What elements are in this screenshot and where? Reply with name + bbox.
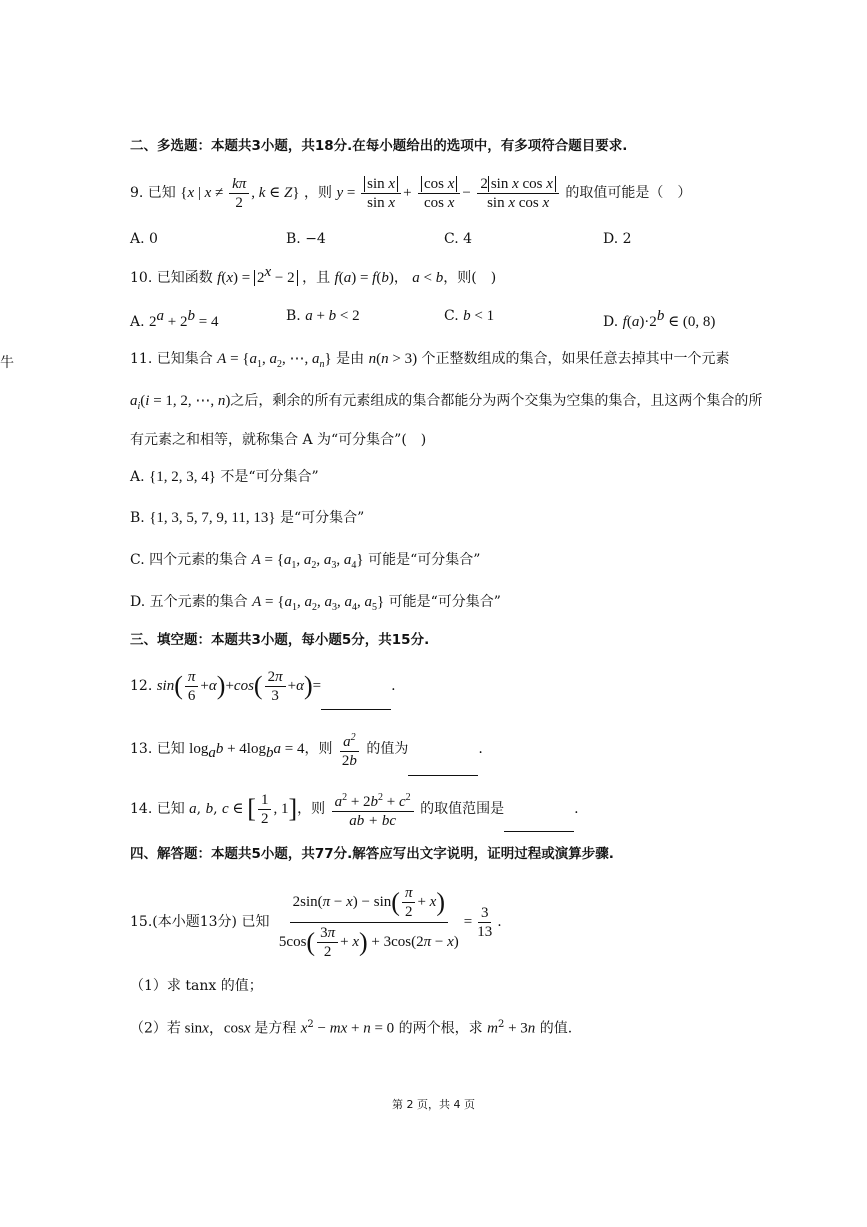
margin-mark: 牛 xyxy=(0,355,14,371)
q13-answer-blank xyxy=(408,761,478,776)
q10-option-c: C. b < 1 xyxy=(444,308,495,324)
q12-answer-blank xyxy=(321,695,391,710)
page-footer: 第 2 页，共 4 页 xyxy=(392,1098,475,1111)
question-9: 9. 已知 {x | x ≠ $\frac{k\pi}{2}$ , k ∈ Z} ，则 y = $\frac{\text{sin x}}{\text{sin x}}$ + $\frac{\text{cos x}}{\text{cos x}}$ − $\frac{\text{2 sin x cos x}}{\text{sin x cos x}}$ 的取值可能是（ ） xyxy=(130,175,692,212)
question-15: 15.(本小题13分) 已知 2sin(π − x) − sin( $\frac{\pi}{2}$ + x) 5cos( $\frac{3\pi}{2}$ + x) + 3cos(2π − x) = $\frac{3}{13}$ . xyxy=(130,880,502,964)
question-14: 14. 已知 a, b, c ∈ [ $\frac{1}{2}$ , 1]，则 $\frac{a^2 + 2b^2 + c^2}{ab + bc}$ 的取值范围是 . xyxy=(130,786,579,832)
q15-part-1: （1）求 tanx 的值； xyxy=(130,978,263,994)
q9-option-d: D. 2 xyxy=(603,231,632,247)
q11-option-d: D. 五个元素的集合 $A = \{a_1$, $a_2$, $a_3$, $a_4$, $a_5$} 可能是“可分集合” xyxy=(130,594,501,613)
q9-mid: ，则 xyxy=(304,185,333,201)
section-3-heading: 三、填空题：本题共3小题，每小题5分，共15分. xyxy=(130,632,430,648)
q10-option-d: D. $f(a)\cdot 2^b$ ∈ (0, 8) xyxy=(603,308,716,330)
question-10: 10. 已知函数 $f(x) = 2^x - 2$ ，且 f(a) = f(b)， a < b，则( ) xyxy=(130,264,497,286)
question-11-line-2: $a_i(i = 1$, 2, ⋯, n)之后，剩余的所有元素组成的集合都能分为两个交集为空集的集合，且这两个集合的所 xyxy=(130,393,763,412)
question-11-line-3: 有元素之和相等，就称集合 A 为“可分集合”( ) xyxy=(130,432,427,448)
q9-option-b: B. −4 xyxy=(286,231,326,247)
q9-option-c: C. 4 xyxy=(444,231,473,247)
section-4-heading: 四、解答题：本题共5小题，共77分.解答应写出文字说明，证明过程或演算步骤. xyxy=(130,846,614,862)
q9-prefix: 9. 已知 xyxy=(130,185,176,201)
q10-option-b: B. a + b < 2 xyxy=(286,308,360,324)
q10-option-a: A. $2^a + 2^b = 4$ xyxy=(130,308,219,330)
q15-part-2: （2）若 sinx，cosx 是方程 $x^2$ − mx + n = 0 的两个根，求 $m^2 + 3n$ 的值. xyxy=(130,1019,573,1037)
q11-option-c: C. 四个元素的集合 $A = \{a_1$, $a_2$, $a_3$, $a_4$} 可能是“可分集合” xyxy=(130,552,481,571)
question-12: 12. sin( $\frac{\pi}{6}$ +α)+cos( $\frac{2\pi}{3}$ +α)= . xyxy=(130,662,396,710)
q14-answer-blank xyxy=(504,817,574,832)
question-13: 13. 已知 $\log_ab + 4\log_ba = 4$，则 $\frac{a^2}{2b}$ 的值为 . xyxy=(130,726,483,772)
q11-option-b: B. {1, 3, 5, 7, 9, 11, 13} 是“可分集合” xyxy=(130,510,365,526)
q11-option-a: A. {1, 2, 3, 4} 不是“可分集合” xyxy=(130,469,319,485)
section-2-heading: 二、多选题：本题共3小题，共18分.在每小题给出的选项中，有多项符合题目要求. xyxy=(130,138,628,154)
q9-suffix: 的取值可能是（ ） xyxy=(565,185,692,201)
q9-option-a: A. 0 xyxy=(130,231,158,247)
question-11-line-1: 11. 已知集合 $A = \{a_1$, $a_2$, ⋯, $a_n$} 是由 n(n > 3) 个正整数组成的集合，如果任意去掉其中一个元素 xyxy=(130,351,730,370)
